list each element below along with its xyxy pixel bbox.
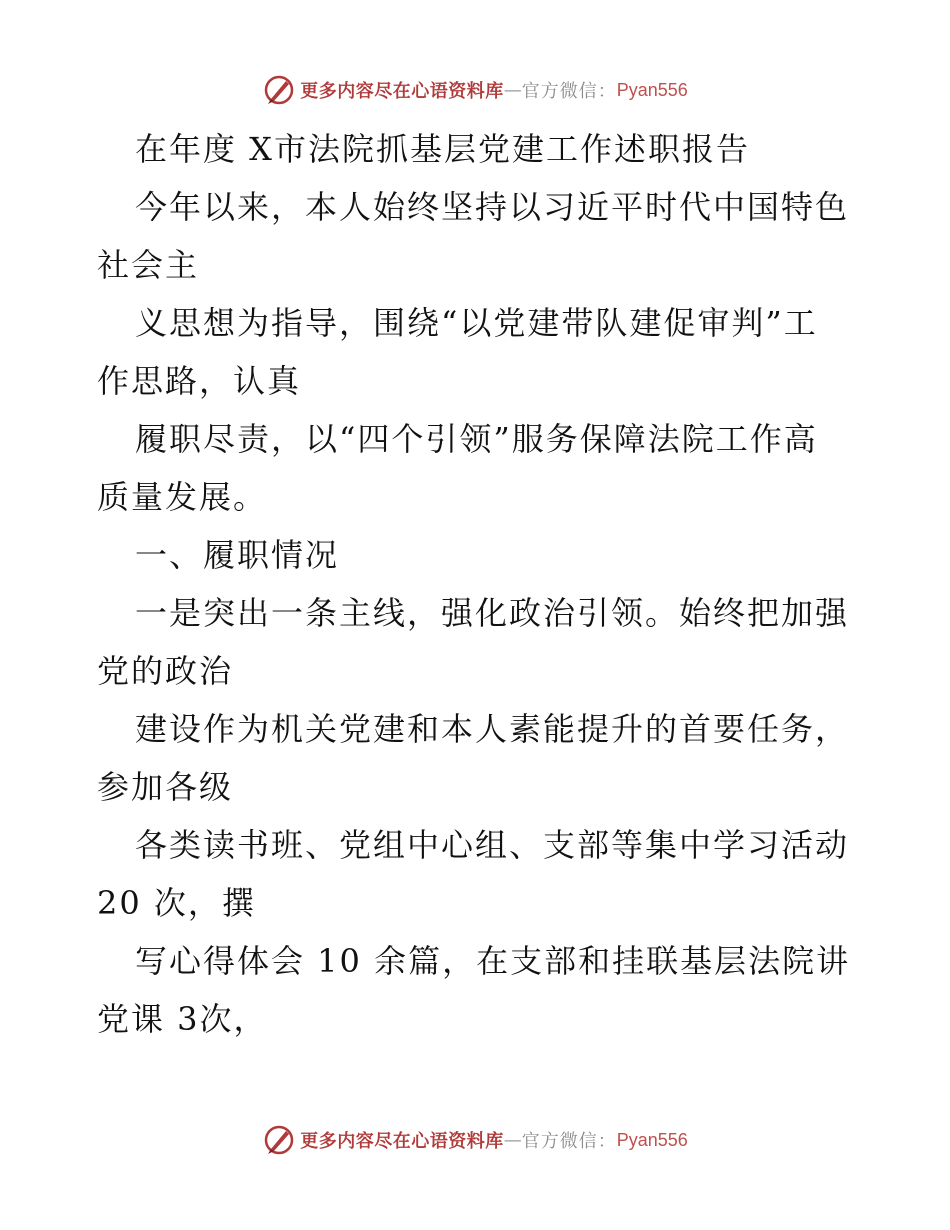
paragraph-line: 党的政治 [97, 652, 234, 690]
banner-sub-text: 官方微信： [521, 81, 617, 102]
paragraph-line: 社会主 [97, 246, 200, 284]
header-banner [0, 70, 950, 110]
doc-title: 在年度 X市法院抓基层党建工作述职报告 [135, 130, 750, 168]
quill-pen-logo-icon [262, 1123, 296, 1157]
banner-wechat-id: Pyan556 [616, 1129, 688, 1150]
paragraph-line: 各类读书班、党组中心组、支部等集中学习活动 [135, 826, 850, 864]
banner-wechat-id: Pyan556 [616, 79, 688, 100]
quill-pen-logo-icon [262, 73, 296, 107]
paragraph-line: 建设作为机关党建和本人素能提升的首要任务， [135, 710, 850, 748]
banner-sub-text: 官方微信： [521, 1131, 617, 1152]
paragraph-line: 写心得体会 10 余篇，在支部和挂联基层法院讲 [135, 942, 851, 980]
paragraph-line: 参加各级 [97, 768, 234, 806]
paragraph-line: 履职尽责，以“四个引领”服务保障法院工作高 [135, 420, 818, 458]
paragraph-line: 作思路，认真 [97, 362, 302, 400]
footer-banner [0, 1120, 950, 1160]
paragraph-line: 义思想为指导，围绕“以党建带队建促审判”工 [135, 304, 818, 342]
section-heading: 一、履职情况 [135, 536, 340, 574]
document-body [97, 120, 857, 1048]
paragraph-line: 20 次，撰 [97, 884, 256, 922]
banner-main-text: 更多内容尽在心语资料库 [300, 1131, 504, 1152]
banner-dash: — [503, 1129, 522, 1151]
banner-main-text: 更多内容尽在心语资料库 [300, 81, 504, 102]
paragraph-line: 党课 3次， [97, 1000, 268, 1038]
paragraph-line: 质量发展。 [97, 478, 268, 516]
paragraph-line: 一是突出一条主线，强化政治引领。始终把加强 [135, 594, 850, 632]
banner-dash: — [503, 79, 522, 101]
paragraph-line: 今年以来，本人始终坚持以习近平时代中国特色 [135, 188, 850, 226]
